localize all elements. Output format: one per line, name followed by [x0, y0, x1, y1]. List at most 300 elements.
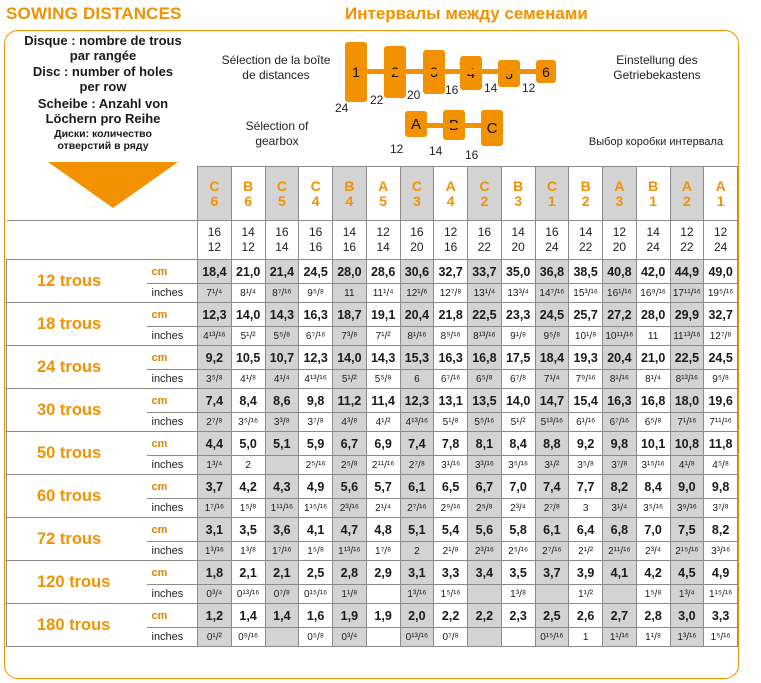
- inch-value: 5⁵/¹⁶: [468, 413, 502, 432]
- cm-value: 1,4: [265, 604, 299, 628]
- inch-value: [501, 628, 535, 647]
- sowing-distance-table: [6, 166, 738, 647]
- cm-value: 2,2: [434, 604, 468, 628]
- cm-value: 18,4: [535, 346, 569, 370]
- unit-cm: cm: [147, 518, 198, 542]
- row-label: 180 trous: [7, 604, 147, 647]
- inch-value: 4¹/⁸: [231, 370, 265, 389]
- sprocket-teeth: [535, 221, 569, 260]
- gear-1: 1: [345, 42, 367, 102]
- cm-value: 15,3: [400, 346, 434, 370]
- inch-value: 3³/¹⁶: [704, 542, 738, 561]
- cm-value: 6,7: [468, 475, 502, 499]
- sprocket-teeth: [400, 221, 434, 260]
- unit-inches: inches: [147, 456, 198, 475]
- teeth-22: 22: [370, 93, 384, 107]
- cm-value: 5,1: [265, 432, 299, 456]
- legend-ru: Диски: количество отверстий в ряду: [54, 128, 152, 152]
- unit-cm: cm: [147, 432, 198, 456]
- inch-value: 1⁵/⁸: [636, 585, 670, 604]
- gear-combo-header: [468, 167, 502, 221]
- inch-value: 3⁵/⁸: [569, 456, 603, 475]
- gear-number: 4: [345, 192, 354, 209]
- cm-value: 21,0: [231, 260, 265, 284]
- cm-value: 28,0: [636, 303, 670, 327]
- inch-value: 1⁷/¹⁶: [198, 499, 232, 518]
- cm-value: 16,8: [468, 346, 502, 370]
- gear-letter: C: [479, 177, 490, 194]
- inch-value: 2⁵/⁸: [468, 499, 502, 518]
- cm-value: 1,9: [333, 604, 367, 628]
- inch-value: 1¹³/¹⁶: [333, 542, 367, 561]
- gear-number: 1: [716, 192, 725, 209]
- gear-letter: C: [209, 177, 220, 194]
- inch-value: 2: [400, 542, 434, 561]
- unit-inches: inches: [147, 499, 198, 518]
- inch-value: 2⁵/¹⁶: [299, 456, 333, 475]
- cm-value: 18,0: [670, 389, 704, 413]
- inch-value: 2¹/⁴: [366, 499, 400, 518]
- inch-value: 3¹/⁴: [603, 499, 637, 518]
- cm-value: 5,6: [333, 475, 367, 499]
- cm-value: 18,4: [198, 260, 232, 284]
- inch-value: 1³/⁸: [501, 585, 535, 604]
- unit-cm: cm: [147, 475, 198, 499]
- cm-value: 12,3: [198, 303, 232, 327]
- sprocket-teeth: [198, 221, 232, 260]
- cm-value: 2,3: [501, 604, 535, 628]
- inch-value: 6⁷/¹⁶: [299, 327, 333, 346]
- inch-value: 2: [231, 456, 265, 475]
- cm-value: 5,8: [501, 518, 535, 542]
- cm-value: 8,4: [501, 432, 535, 456]
- inch-value: 7¹/⁴: [198, 284, 232, 303]
- inch-value: 11: [636, 327, 670, 346]
- inch-value: 2³/⁴: [636, 542, 670, 561]
- cm-value: 3,1: [400, 561, 434, 585]
- inch-value: 19⁵/¹⁶: [704, 284, 738, 303]
- gear-number: 2: [581, 192, 590, 209]
- inch-value: 9⁵/⁸: [299, 284, 333, 303]
- inch-value: 16⁹/¹⁶: [636, 284, 670, 303]
- cm-value: 10,7: [265, 346, 299, 370]
- row-label: 18 trous: [7, 303, 147, 346]
- cm-value: 19,1: [366, 303, 400, 327]
- top-teeth: 16: [207, 225, 222, 239]
- cm-value: 4,9: [299, 475, 333, 499]
- unit-inches: inches: [147, 542, 198, 561]
- cm-value: 5,9: [299, 432, 333, 456]
- cm-value: 21,0: [636, 346, 670, 370]
- inch-value: 7¹/²: [366, 327, 400, 346]
- cm-value: 13,1: [434, 389, 468, 413]
- inch-value: 2⁷/¹⁶: [400, 499, 434, 518]
- teeth-16: 16: [445, 83, 459, 97]
- cm-value: 6,7: [333, 432, 367, 456]
- teeth-b-14: 14: [429, 144, 443, 158]
- gear-combo-header: [670, 167, 704, 221]
- top-teeth: 14: [241, 225, 255, 239]
- cm-value: 10,5: [231, 346, 265, 370]
- gear-a: A: [405, 111, 427, 137]
- inch-value: 2⁷/¹⁶: [535, 542, 569, 561]
- cm-value: 13,5: [468, 389, 502, 413]
- inch-value: 9⁵/⁸: [704, 370, 738, 389]
- unit-inches: inches: [147, 370, 198, 389]
- inch-value: [366, 585, 400, 604]
- cm-value: 16,3: [603, 389, 637, 413]
- cm-value: 3,7: [198, 475, 232, 499]
- teeth-12: 12: [522, 81, 536, 95]
- cm-value: 5,0: [231, 432, 265, 456]
- bottom-teeth: 16: [443, 240, 458, 254]
- top-teeth: 12: [376, 225, 390, 239]
- top-teeth: 16: [410, 225, 424, 239]
- gear-number: 2: [480, 192, 489, 209]
- inch-value: 8¹³/¹⁶: [468, 327, 502, 346]
- cm-value: 4,8: [366, 518, 400, 542]
- cm-value: 2,8: [636, 604, 670, 628]
- cm-value: 28,6: [366, 260, 400, 284]
- cm-value: 3,4: [468, 561, 502, 585]
- cm-value: 19,6: [704, 389, 738, 413]
- inch-value: 7³/⁸: [333, 327, 367, 346]
- inch-value: 4³/⁸: [333, 413, 367, 432]
- inch-value: 1⁵/¹⁶: [704, 628, 738, 647]
- inch-value: 2⁷/⁸: [400, 456, 434, 475]
- cm-value: 15,4: [569, 389, 603, 413]
- inch-value: [366, 628, 400, 647]
- inch-value: 17¹¹/¹⁶: [670, 284, 704, 303]
- inch-value: 2¹/²: [569, 542, 603, 561]
- inch-value: 1³/⁴: [198, 456, 232, 475]
- cm-value: 21,8: [434, 303, 468, 327]
- gear-number: 5: [379, 192, 388, 209]
- bottom-teeth: 14: [275, 240, 289, 254]
- cm-value: 7,7: [569, 475, 603, 499]
- inch-value: 5¹³/¹⁶: [535, 413, 569, 432]
- inch-value: 7¹/¹⁶: [670, 413, 704, 432]
- sprocket-teeth: [434, 221, 468, 260]
- cm-value: 10,1: [636, 432, 670, 456]
- gear-combo-header: [231, 167, 265, 221]
- bottom-teeth: 24: [545, 240, 559, 254]
- inch-value: 3¹⁵/¹⁶: [636, 456, 670, 475]
- cm-value: 12,3: [400, 389, 434, 413]
- inch-value: 3⁵/¹⁶: [636, 499, 670, 518]
- inch-value: 2⁹/¹⁶: [434, 499, 468, 518]
- inch-value: 14⁷/¹⁶: [535, 284, 569, 303]
- inch-value: 8⁹/¹⁶: [434, 327, 468, 346]
- inch-value: 3⁹/¹⁶: [670, 499, 704, 518]
- gear-combo-header: [569, 167, 603, 221]
- row-label: 24 trous: [7, 346, 147, 389]
- cm-value: 7,4: [400, 432, 434, 456]
- cm-value: 4,1: [299, 518, 333, 542]
- cm-value: 9,2: [569, 432, 603, 456]
- sprocket-teeth: [265, 221, 299, 260]
- inch-value: 2³/¹⁶: [468, 542, 502, 561]
- gear-letter: A: [715, 177, 726, 194]
- cm-value: 24,5: [535, 303, 569, 327]
- inch-value: 11¹³/¹⁶: [670, 327, 704, 346]
- gear-combo-header: [434, 167, 468, 221]
- cm-value: 2,0: [400, 604, 434, 628]
- sprocket-teeth: [501, 221, 535, 260]
- inch-value: 1¹⁵/¹⁶: [299, 499, 333, 518]
- gear-number: 2: [682, 192, 691, 209]
- cm-value: 16,3: [434, 346, 468, 370]
- gear-letter: C: [546, 177, 557, 194]
- bottom-teeth: 12: [241, 240, 255, 254]
- gear-letter: B: [344, 177, 355, 194]
- inch-value: 10¹/⁸: [569, 327, 603, 346]
- inch-value: 3: [569, 499, 603, 518]
- row-label: 60 trous: [7, 475, 147, 518]
- cm-value: 9,8: [704, 475, 738, 499]
- cm-value: 2,9: [366, 561, 400, 585]
- sprocket-teeth: [636, 221, 670, 260]
- top-teeth: 16: [545, 225, 559, 239]
- row-label: 12 trous: [7, 260, 147, 303]
- cm-value: 14,0: [231, 303, 265, 327]
- cm-value: 2,5: [535, 604, 569, 628]
- gear-combo-header: [333, 167, 367, 221]
- inch-value: 0⁷/⁸: [434, 628, 468, 647]
- cm-value: 4,2: [636, 561, 670, 585]
- cm-value: 4,9: [704, 561, 738, 585]
- cm-value: 6,5: [434, 475, 468, 499]
- inch-value: 6: [400, 370, 434, 389]
- gear-combo-header: [299, 167, 333, 221]
- cm-value: 5,1: [400, 518, 434, 542]
- cm-value: 8,2: [704, 518, 738, 542]
- cm-value: 6,1: [400, 475, 434, 499]
- inch-value: 6⁵/⁸: [636, 413, 670, 432]
- top-teeth: 12: [713, 225, 728, 239]
- inch-value: 1⁷/¹⁶: [265, 542, 299, 561]
- inch-value: 8¹³/¹⁶: [670, 370, 704, 389]
- inch-value: 3³/¹⁶: [468, 456, 502, 475]
- gear-combo-header: [603, 167, 637, 221]
- row-label: 120 trous: [7, 561, 147, 604]
- bottom-teeth: 22: [477, 240, 492, 254]
- inch-value: 11: [333, 284, 367, 303]
- cm-value: 6,9: [366, 432, 400, 456]
- inch-value: 3¹/¹⁶: [434, 456, 468, 475]
- inch-value: 15³/¹⁶: [569, 284, 603, 303]
- inch-value: 4¹/⁴: [265, 370, 299, 389]
- gear-letter: B: [513, 177, 524, 194]
- inch-value: 0⁵/⁸: [299, 628, 333, 647]
- inch-value: 3¹/²: [535, 456, 569, 475]
- sprocket-teeth: [468, 221, 502, 260]
- top-teeth: 14: [511, 225, 525, 239]
- cm-value: 4,7: [333, 518, 367, 542]
- cm-value: 9,2: [198, 346, 232, 370]
- inch-value: 3⁷/⁸: [603, 456, 637, 475]
- header-blank: [7, 167, 198, 221]
- inch-value: 11¹/⁴: [366, 284, 400, 303]
- cm-value: 2,1: [231, 561, 265, 585]
- cm-value: 1,6: [299, 604, 333, 628]
- cm-value: 4,2: [231, 475, 265, 499]
- inch-value: 3⁵/¹⁶: [231, 413, 265, 432]
- inch-value: 1⁷/⁸: [366, 542, 400, 561]
- cm-value: 16,3: [299, 303, 333, 327]
- cm-value: 40,8: [603, 260, 637, 284]
- inch-value: 1: [569, 628, 603, 647]
- cm-value: 8,6: [265, 389, 299, 413]
- unit-cm: cm: [147, 346, 198, 370]
- gear-number: 6: [244, 192, 253, 209]
- cm-value: 27,2: [603, 303, 637, 327]
- inch-value: [468, 585, 502, 604]
- gear-letter: A: [614, 177, 625, 194]
- inch-value: 0⁷/⁸: [265, 585, 299, 604]
- inch-value: 2¹/⁸: [434, 542, 468, 561]
- cm-value: 28,0: [333, 260, 367, 284]
- bottom-teeth: 20: [410, 240, 424, 254]
- cm-value: 44,9: [670, 260, 704, 284]
- cm-value: 38,5: [569, 260, 603, 284]
- cm-value: 8,1: [468, 432, 502, 456]
- legend-en: Disc : number of holes per row: [32, 64, 174, 94]
- cm-value: 2,5: [299, 561, 333, 585]
- inch-value: 1³/⁸: [231, 542, 265, 561]
- selection-fr-text: Sélection de la boîte de distances: [221, 53, 331, 82]
- unit-cm: cm: [147, 604, 198, 628]
- inch-value: 2⁵/⁸: [333, 456, 367, 475]
- cm-value: 3,3: [434, 561, 468, 585]
- unit-inches: inches: [147, 327, 198, 346]
- inch-value: 1³/¹⁶: [400, 585, 434, 604]
- gear-combo-header: [366, 167, 400, 221]
- cm-value: 32,7: [434, 260, 468, 284]
- cm-value: 8,4: [231, 389, 265, 413]
- inch-value: 10¹¹/¹⁶: [603, 327, 637, 346]
- inch-value: 1³/¹⁶: [198, 542, 232, 561]
- inch-value: 2⁵/¹⁶: [501, 542, 535, 561]
- cm-value: 35,0: [501, 260, 535, 284]
- bottom-teeth: 16: [342, 240, 357, 254]
- sprocket-teeth: [704, 221, 738, 260]
- inch-value: 5¹/⁸: [434, 413, 468, 432]
- row-label: 72 trous: [7, 518, 147, 561]
- inch-value: 0¹⁵/¹⁶: [299, 585, 333, 604]
- cm-value: 6,1: [535, 518, 569, 542]
- cm-value: 20,4: [400, 303, 434, 327]
- inch-value: 3⁷/⁸: [299, 413, 333, 432]
- cm-value: 1,2: [198, 604, 232, 628]
- unit-inches: inches: [147, 413, 198, 432]
- inch-value: 5¹/²: [333, 370, 367, 389]
- cm-value: 19,3: [569, 346, 603, 370]
- inch-value: 3⁵/⁸: [198, 370, 232, 389]
- inch-value: 4¹³/¹⁶: [299, 370, 333, 389]
- top-teeth: 16: [275, 225, 289, 239]
- cm-value: 24,5: [704, 346, 738, 370]
- gearbox-diagram: [197, 31, 737, 165]
- cm-value: 2,1: [265, 561, 299, 585]
- unit-cm: cm: [147, 303, 198, 327]
- inch-value: 4⁵/⁸: [704, 456, 738, 475]
- gear-letter: A: [681, 177, 692, 194]
- top-teeth: 12: [443, 225, 458, 239]
- inch-value: [603, 585, 637, 604]
- teeth-24: 24: [335, 101, 349, 115]
- row-label: 30 trous: [7, 389, 147, 432]
- cm-value: 6,8: [603, 518, 637, 542]
- bottom-teeth: 24: [713, 240, 728, 254]
- cm-value: 14,0: [501, 389, 535, 413]
- inch-value: 2¹¹/¹⁶: [603, 542, 637, 561]
- selection-en-text: Sélection of gearbox: [245, 119, 309, 148]
- inch-value: 8¹/⁴: [231, 284, 265, 303]
- cm-value: 1,4: [231, 604, 265, 628]
- inch-value: 12⁷/⁸: [704, 327, 738, 346]
- inch-value: 6⁷/⁸: [501, 370, 535, 389]
- selection-de-text: Einstellung des Getriebekastens: [613, 53, 701, 82]
- unit-cm: cm: [147, 561, 198, 585]
- sprocket-teeth: [603, 221, 637, 260]
- inch-value: 0¹/²: [198, 628, 232, 647]
- bottom-teeth: 14: [376, 240, 390, 254]
- gear-letter: A: [445, 177, 456, 194]
- cm-value: 14,7: [535, 389, 569, 413]
- cm-value: 4,4: [198, 432, 232, 456]
- inch-value: 7⁹/¹⁶: [569, 370, 603, 389]
- gear-number: 1: [547, 192, 556, 209]
- gear-number: 4: [311, 192, 320, 209]
- gear-number: 6: [210, 192, 219, 209]
- inch-value: 4¹³/¹⁶: [198, 327, 232, 346]
- cm-value: 7,0: [501, 475, 535, 499]
- cm-value: 3,0: [670, 604, 704, 628]
- inch-value: [535, 585, 569, 604]
- inch-value: 2¹⁵/¹⁶: [670, 542, 704, 561]
- cm-value: 7,8: [434, 432, 468, 456]
- cm-value: 23,3: [501, 303, 535, 327]
- legend-fr: Disque : nombre de trous par rangée: [24, 33, 182, 63]
- inch-value: 1³/¹⁶: [670, 628, 704, 647]
- inch-value: 16¹/¹⁶: [603, 284, 637, 303]
- inch-value: [468, 628, 502, 647]
- inch-value: 4¹/⁸: [670, 456, 704, 475]
- inch-value: 0¹⁵/¹⁶: [535, 628, 569, 647]
- top-teeth: 16: [477, 225, 492, 239]
- gear-number: 4: [446, 192, 455, 209]
- cm-value: 7,4: [198, 389, 232, 413]
- unit-inches: inches: [147, 585, 198, 604]
- bottom-teeth: 16: [308, 240, 323, 254]
- inch-value: 8⁷/¹⁶: [265, 284, 299, 303]
- inch-value: 2⁷/⁸: [535, 499, 569, 518]
- unit-inches: inches: [147, 284, 198, 303]
- inch-value: 4¹³/¹⁶: [400, 413, 434, 432]
- cm-value: 3,1: [198, 518, 232, 542]
- inch-value: 13¹/⁴: [468, 284, 502, 303]
- inch-value: 6⁵/⁸: [468, 370, 502, 389]
- gear-combo-header: [704, 167, 738, 221]
- gear-combo-header: [501, 167, 535, 221]
- cm-value: 8,2: [603, 475, 637, 499]
- inch-value: 2³/⁴: [501, 499, 535, 518]
- cm-value: 14,0: [333, 346, 367, 370]
- inch-value: 7¹/⁴: [535, 370, 569, 389]
- cm-value: 2,8: [333, 561, 367, 585]
- legend-de: Scheibe : Anzahl von Löchern pro Reihe: [37, 96, 169, 126]
